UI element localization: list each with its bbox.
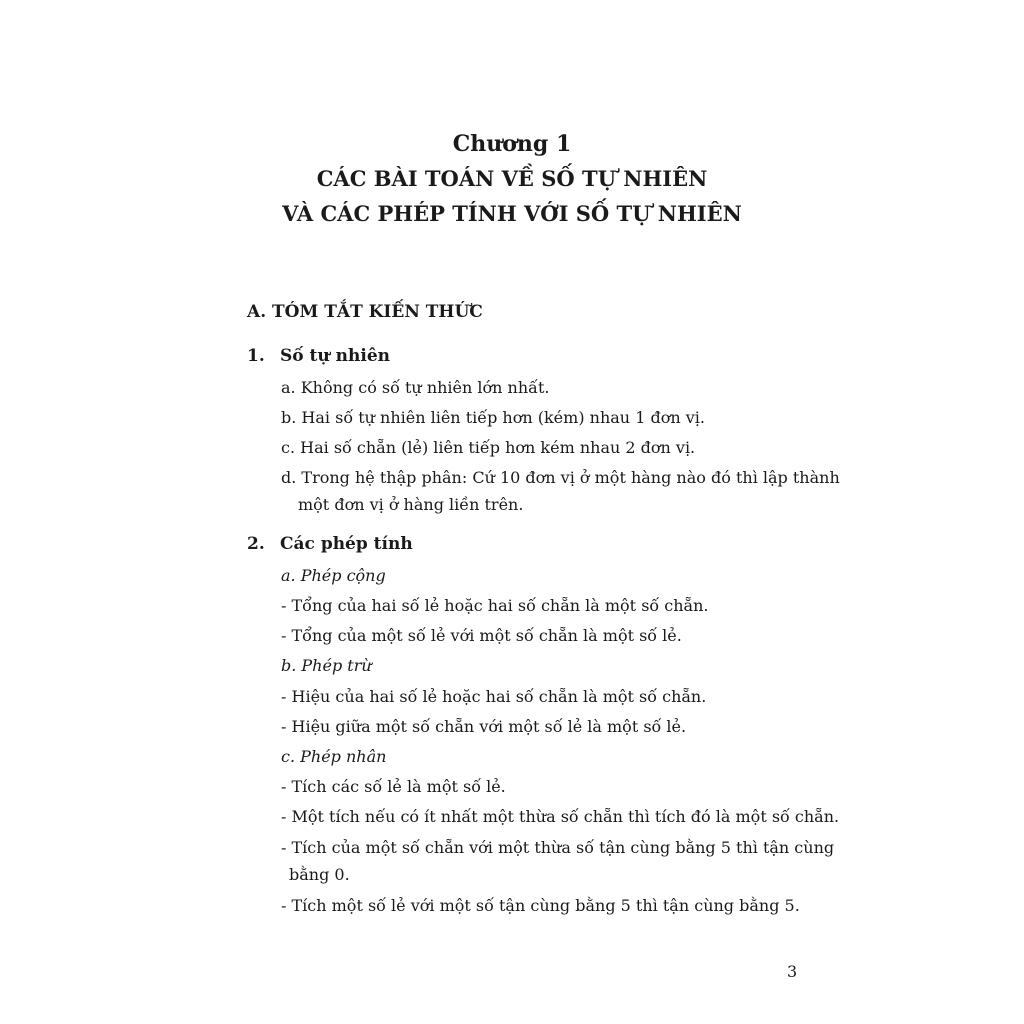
subtraction-line-2: - Hiệu giữa một số chẵn với một số lẻ là một số lẻ.	[281, 717, 687, 736]
multiplication-line-3-continued: bằng 0.	[289, 865, 350, 884]
subtraction-title: b. Phép trừ	[281, 656, 372, 675]
chapter-title-line-2: VÀ CÁC PHÉP TÍNH VỚI SỐ TỰ NHIÊN	[282, 201, 742, 226]
multiplication-line-2: - Một tích nếu có ít nhất một thừa số chẵn thì tích đó là một số chẵn.	[281, 807, 840, 826]
item-2-number: 2.	[247, 534, 265, 554]
item-1-line-d-continued: một đơn vị ở hàng liền trên.	[298, 495, 524, 514]
subtraction-line-1: - Hiệu của hai số lẻ hoặc hai số chẵn là một số chẵn.	[281, 687, 707, 706]
addition-line-2: - Tổng của một số lẻ với một số chẵn là một số lẻ.	[281, 626, 682, 645]
multiplication-title: c. Phép nhân	[281, 747, 387, 766]
item-2-heading: Các phép tính	[280, 534, 413, 554]
chapter-label: Chương 1	[452, 131, 572, 157]
item-1-line-b: b. Hai số tự nhiên liên tiếp hơn (kém) nhau 1 đơn vị.	[281, 408, 705, 427]
item-1-heading: Số tự nhiên	[280, 346, 391, 366]
item-1-number: 1.	[247, 346, 265, 366]
item-1-line-a: a. Không có số tự nhiên lớn nhất.	[281, 378, 550, 397]
addition-line-1: - Tổng của hai số lẻ hoặc hai số chẵn là một số chẵn.	[281, 596, 709, 615]
addition-title: a. Phép cộng	[281, 566, 386, 585]
multiplication-line-1: - Tích các số lẻ là một số lẻ.	[281, 777, 506, 796]
section-a-heading: A. TÓM TẮT KIẾN THỨC	[247, 302, 483, 322]
multiplication-line-3: - Tích của một số chẵn với một thừa số tận cùng bằng 5 thì tận cùng	[281, 838, 835, 857]
chapter-title-line-1: CÁC BÀI TOÁN VỀ SỐ TỰ NHIÊN	[316, 166, 708, 191]
page-number: 3	[787, 962, 798, 981]
multiplication-line-4: - Tích một số lẻ với một số tận cùng bằng 5 thì tận cùng bằng 5.	[281, 896, 800, 915]
item-1-line-c: c. Hai số chẵn (lẻ) liên tiếp hơn kém nhau 2 đơn vị.	[281, 438, 696, 457]
item-1-line-d: d. Trong hệ thập phân: Cứ 10 đơn vị ở một hàng nào đó thì lập thành	[281, 468, 840, 487]
